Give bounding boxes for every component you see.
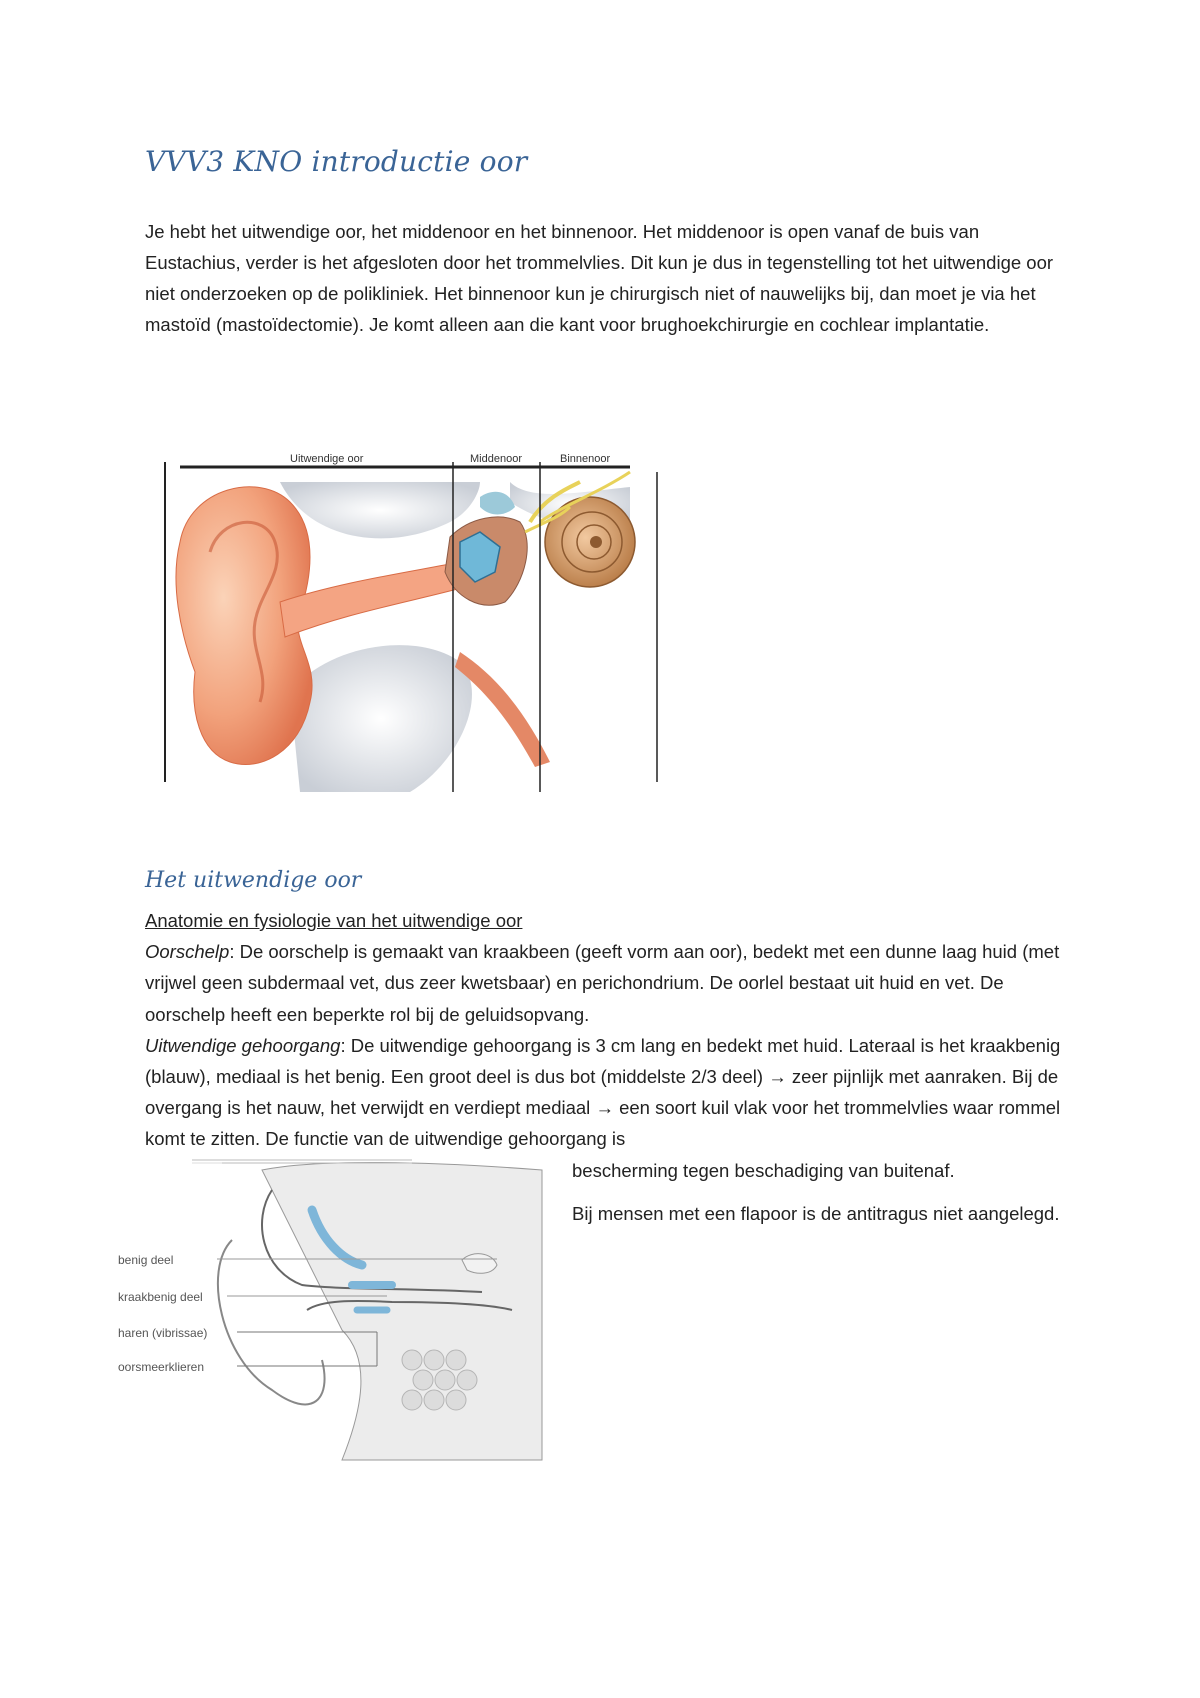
ear-canal-figure [112, 1160, 542, 1460]
label-benig-deel: benig deel [118, 1253, 174, 1267]
oorschelp-paragraph [145, 936, 1065, 1030]
label-oorsmeerklieren: oorsmeerklieren [118, 1360, 205, 1374]
intro-paragraph: Je hebt het uitwendige oor, het middenoor en het binnenoor. Het middenoor is open vanaf de buis van Eustachius, verder is het afgesloten door het trommelvlies. Dit kun je dus in tegenstelling tot het uitwendige oor niet onderzoeken op de polikliniek. Het binnenoor kun je chirurgisch niet of nauwelijks bij, dan moet je via het mastoïd (mastoïdectomie). Je komt alleen aan die kant voor brughoekchirurgie en cochlear implantatie. [145, 221, 1054, 335]
section-subheading: Anatomie en fysiologie van het uitwendige oor [145, 910, 523, 931]
gehoorgang-text-3: een soort kuil vlak voor het trommelvlies waar rommel komt te zitten. De functie van de uitwendige gehoorgang is [145, 1097, 1061, 1150]
gehoorgang-text-2: zeer pijnlijk met aanraken. Bij de overgang is het nauw, het verwijdt en verdiept mediaal [145, 1066, 1059, 1119]
section-heading: Het uitwendige oor [145, 868, 362, 893]
wrapped-text [572, 1155, 1065, 1229]
label-binnenoor: Binnenoor [560, 453, 611, 465]
arrow-icon: → [595, 1097, 614, 1119]
gehoorgang-paragraph [145, 1030, 1065, 1155]
gehoorgang-text-1: : De uitwendige gehoorgang is 3 cm lang en bedekt met huid. Lateraal is het kraakbenig (blauw), mediaal is het benig. Een groot deel is dus bot (middelste 2/3 deel) [145, 1034, 1061, 1088]
label-haren: haren (vibrissae) [118, 1326, 208, 1340]
flapoor-paragraph: Bij mensen met een flapoor is de antitragus niet aangelegd. [572, 1202, 1060, 1224]
oorschelp-text: : De oorschelp is gemaakt van kraakbeen (geeft vorm aan oor), bedekt met een dunne laag huid (met vrijwel geen subdermaal vet, dus zeer kwetsbaar) en perichondrium. De oorlel bestaat uit huid en vet. De oorschelp heeft een beperkte rol bij de geluidsopvang. [145, 941, 1060, 1025]
page-title: VVV3 KNO introductie oor [145, 145, 528, 178]
ear-anatomy-figure [160, 453, 695, 802]
label-kraakbenig-deel: kraakbenig deel [118, 1290, 203, 1304]
label-middenoor: Middenoor [470, 453, 522, 465]
oorschelp-term: Oorschelp [145, 941, 230, 963]
label-uitwendige-oor: Uitwendige oor [290, 453, 364, 465]
gehoorgang-text-4: bescherming tegen beschadiging van buitenaf. [572, 1159, 955, 1181]
arrow-icon: → [768, 1066, 787, 1088]
gehoorgang-term: Uitwendige gehoorgang [145, 1034, 341, 1056]
